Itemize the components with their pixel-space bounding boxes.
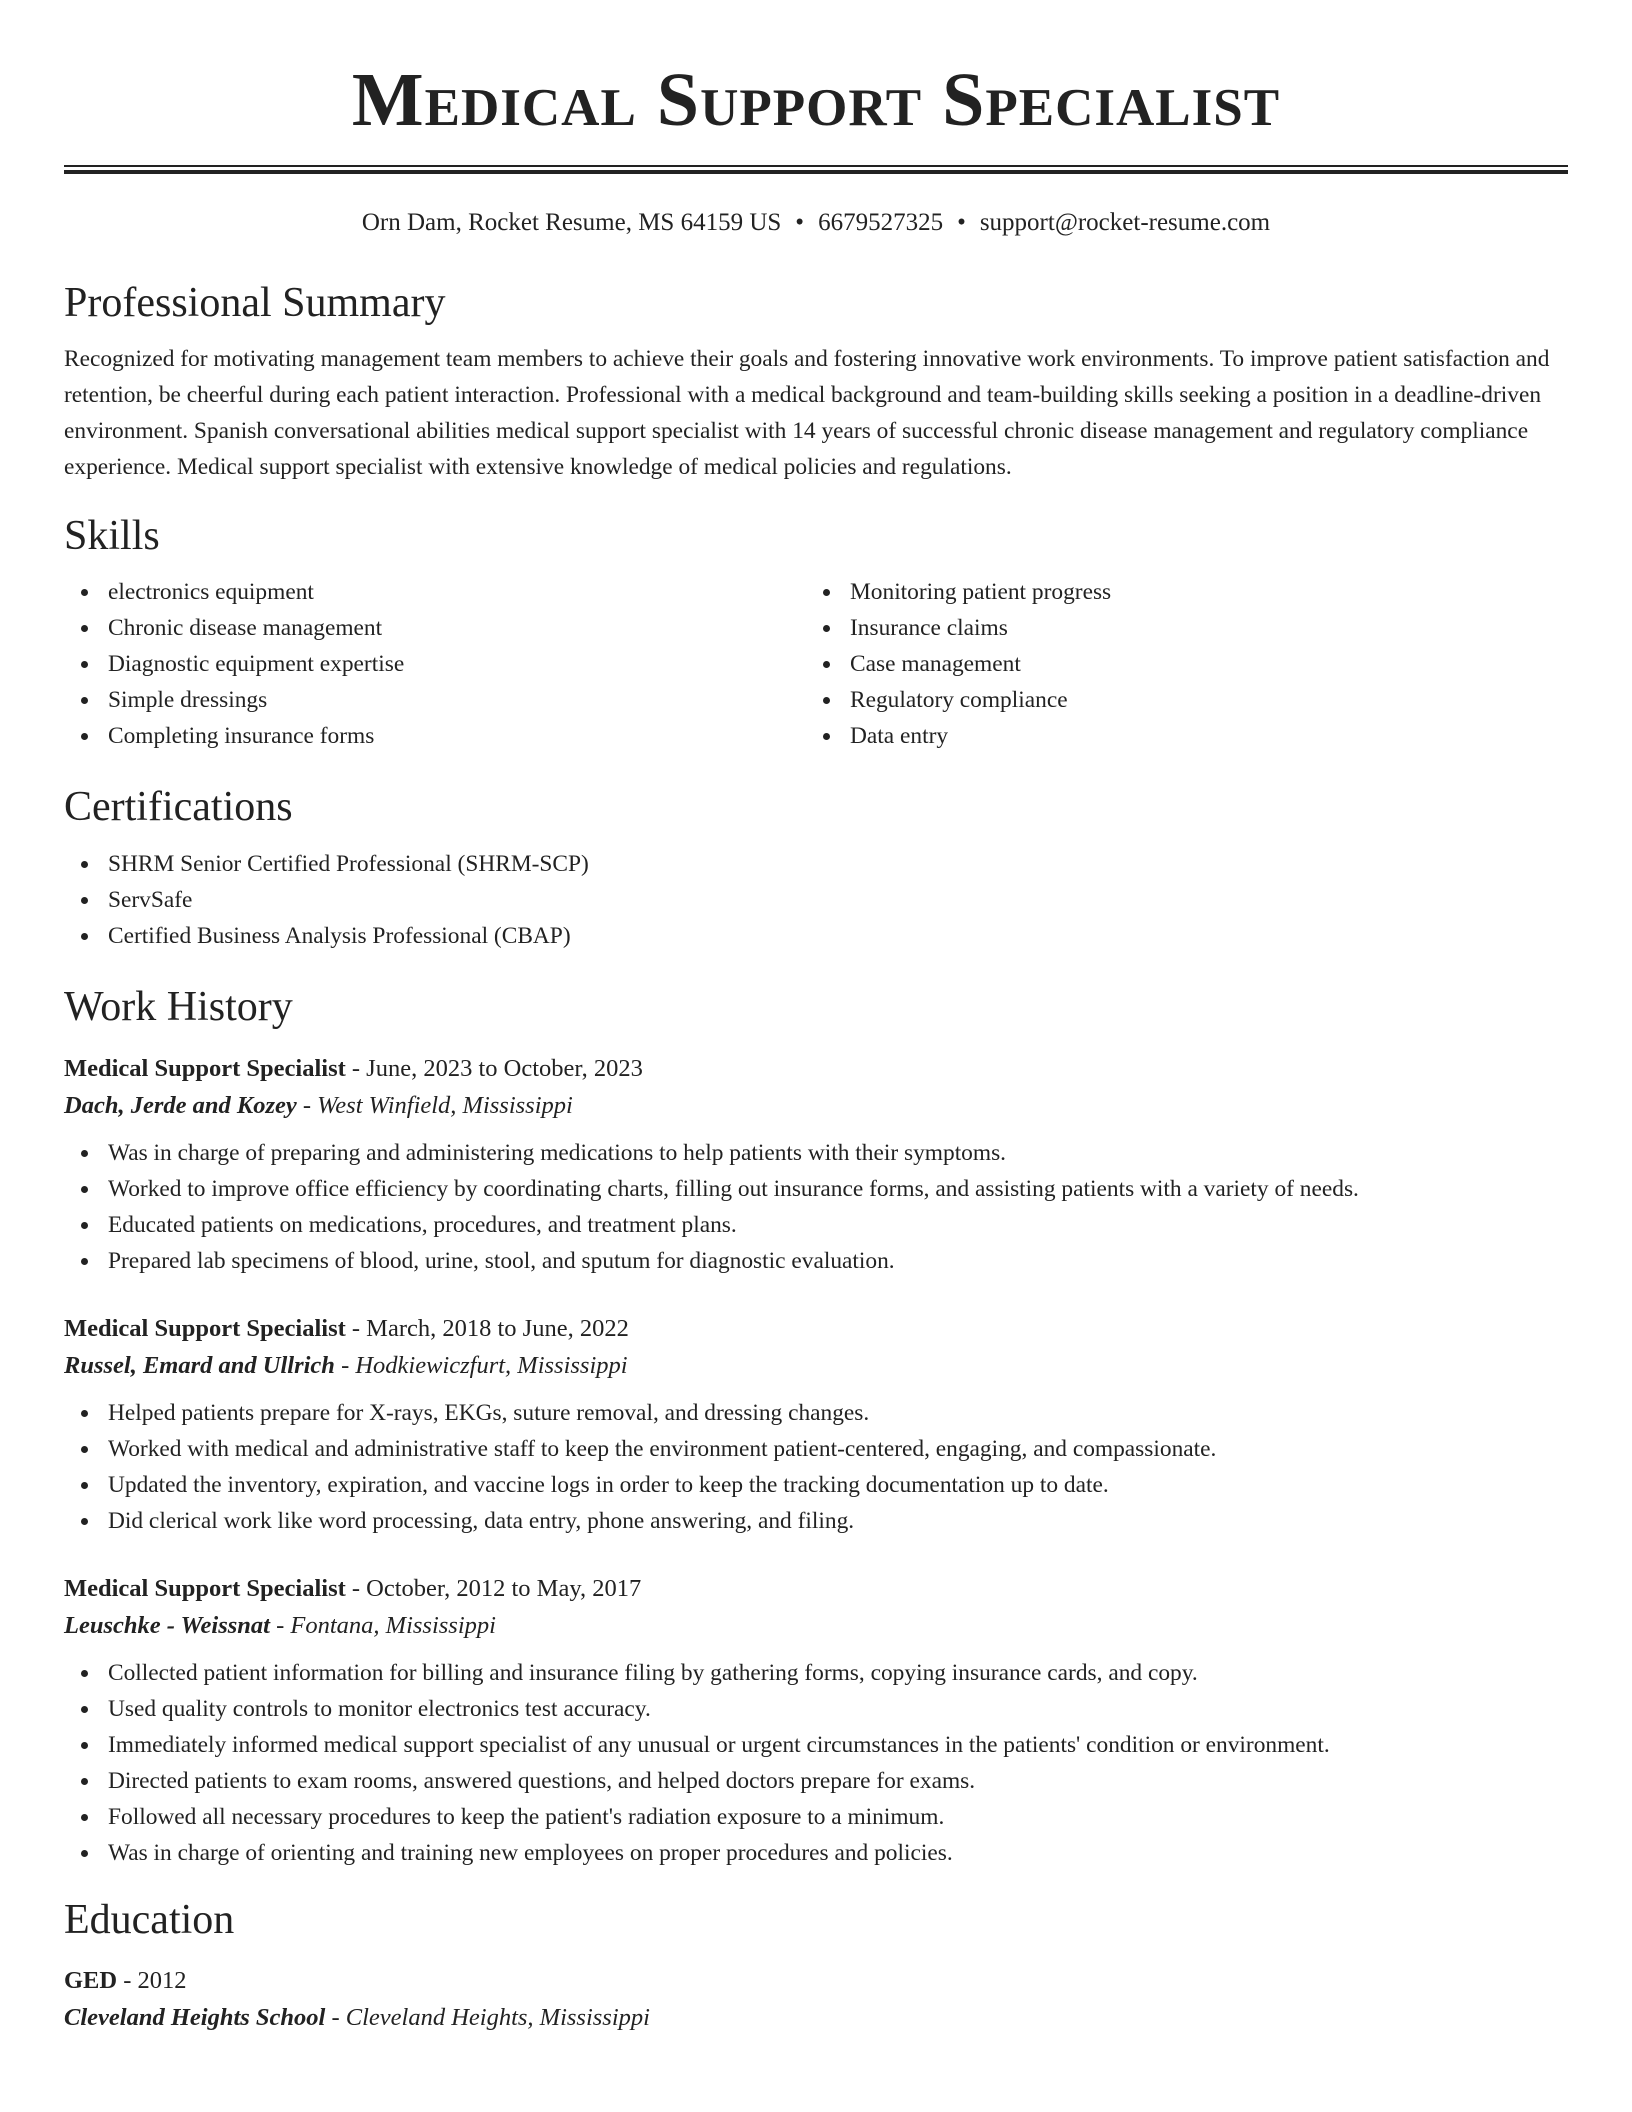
list-item: Helped patients prepare for X-rays, EKGs, suture removal, and dressing changes.	[64, 1395, 1568, 1431]
job-entry	[64, 1311, 1568, 1539]
contact-separator: •	[957, 209, 966, 236]
skills-section	[64, 511, 1568, 754]
job-duties	[64, 1655, 1568, 1871]
list-item: Regulatory compliance	[806, 682, 1548, 718]
job-entry	[64, 1571, 1568, 1871]
list-item: Collected patient information for billing and insurance filing by gathering forms, copying insurance cards, and copy.	[64, 1655, 1568, 1691]
education-entry	[64, 1963, 1568, 2037]
list-item: Worked with medical and administrative staff to keep the environment patient-centered, engaging, and compassionate.	[64, 1431, 1568, 1467]
job-header	[64, 1311, 1568, 1347]
skills-heading: Skills	[64, 513, 160, 559]
job-duties	[64, 1135, 1568, 1279]
list-item: Diagnostic equipment expertise	[64, 646, 806, 682]
list-item: Monitoring patient progress	[806, 574, 1548, 610]
list-item: Completing insurance forms	[64, 718, 806, 754]
work-history-heading: Work History	[64, 984, 293, 1030]
list-item: Was in charge of orienting and training new employees on proper procedures and policies.	[64, 1835, 1568, 1871]
list-item: electronics equipment	[64, 574, 806, 610]
list-item: Immediately informed medical support specialist of any unusual or urgent circumstances in the patients' condition or environment.	[64, 1727, 1568, 1763]
job-dates: - March, 2018 to June, 2022	[345, 1315, 629, 1342]
skills-columns	[64, 574, 1568, 754]
list-item: Updated the inventory, expiration, and vaccine logs in order to keep the tracking documentation up to date.	[64, 1467, 1568, 1503]
contact-phone: 6679527325	[818, 209, 944, 236]
job-dates: - June, 2023 to October, 2023	[345, 1055, 643, 1082]
job-dates: - October, 2012 to May, 2017	[345, 1575, 642, 1602]
job-company: Russel, Emard and Ullrich	[64, 1352, 335, 1379]
job-header	[64, 1571, 1568, 1607]
list-item: Simple dressings	[64, 682, 806, 718]
certifications-list	[64, 846, 1568, 954]
education-section	[64, 1895, 1568, 2037]
title-divider	[64, 165, 1568, 174]
contact-line	[64, 208, 1568, 238]
list-item: Used quality controls to monitor electronics test accuracy.	[64, 1691, 1568, 1727]
summary-section	[64, 278, 1568, 485]
job-duties	[64, 1395, 1568, 1539]
list-item: Was in charge of preparing and administering medications to help patients with their symptoms.	[64, 1135, 1568, 1171]
job-company: Leuschke - Weissnat	[64, 1612, 270, 1639]
list-item: Certified Business Analysis Professional (CBAP)	[64, 918, 1568, 954]
list-item: Case management	[806, 646, 1548, 682]
skills-list-left	[64, 574, 806, 754]
education-heading: Education	[64, 1897, 235, 1943]
education-header	[64, 1963, 1568, 1999]
list-item: Data entry	[806, 718, 1548, 754]
education-school: Cleveland Heights School	[64, 2004, 326, 2031]
job-company: Dach, Jerde and Kozey	[64, 1092, 297, 1119]
resume-page	[64, 0, 1568, 2037]
contact-address: Orn Dam, Rocket Resume, MS 64159 US	[361, 209, 782, 236]
job-title: Medical Support Specialist	[64, 1055, 346, 1082]
list-item: Educated patients on medications, procedures, and treatment plans.	[64, 1207, 1568, 1243]
job-title: Medical Support Specialist	[64, 1575, 346, 1602]
list-item: Directed patients to exam rooms, answered questions, and helped doctors prepare for exams.	[64, 1763, 1568, 1799]
list-item: Worked to improve office efficiency by coordinating charts, filling out insurance forms, and assisting patients with a variety of needs.	[64, 1171, 1568, 1207]
list-item: Chronic disease management	[64, 610, 806, 646]
job-header	[64, 1051, 1568, 1087]
education-degree: GED	[64, 1967, 118, 1994]
job-employer	[64, 1087, 1568, 1125]
skills-list-right	[806, 574, 1548, 754]
job-employer	[64, 1347, 1568, 1385]
list-item: ServSafe	[64, 882, 1568, 918]
job-location: - Fontana, Mississippi	[270, 1612, 496, 1639]
education-year: - 2012	[117, 1967, 187, 1994]
job-location: - West Winfield, Mississippi	[296, 1092, 573, 1119]
job-title: Medical Support Specialist	[64, 1315, 346, 1342]
education-location: - Cleveland Heights, Mississippi	[325, 2004, 650, 2031]
list-item: SHRM Senior Certified Professional (SHRM-SCP)	[64, 846, 1568, 882]
page-title: Medical Support Specialist	[351, 58, 1281, 142]
certifications-heading: Certifications	[64, 784, 293, 830]
certifications-section	[64, 782, 1568, 954]
summary-heading: Professional Summary	[64, 280, 446, 326]
job-location: - Hodkiewiczfurt, Mississippi	[334, 1352, 628, 1379]
contact-email: support@rocket-resume.com	[979, 209, 1271, 236]
work-history-section	[64, 982, 1568, 1871]
education-school-line	[64, 1999, 1568, 2037]
list-item: Prepared lab specimens of blood, urine, stool, and sputum for diagnostic evaluation.	[64, 1243, 1568, 1279]
list-item: Did clerical work like word processing, data entry, phone answering, and filing.	[64, 1503, 1568, 1539]
list-item: Insurance claims	[806, 610, 1548, 646]
job-entry	[64, 1051, 1568, 1279]
contact-separator: •	[795, 209, 805, 236]
summary-text: Recognized for motivating management team members to achieve their goals and fostering innovative work environments. To improve patient satisfaction and retention, be cheerful during each patient interaction. Professional with a medical background and team-building skills seeking a position in a deadline-driven environment. Spanish conversational abilities medical support specialist with 14 years of successful chronic disease management and regulatory compliance experience. Medical support specialist with extensive knowledge of medical policies and regulations.	[64, 346, 1550, 480]
job-employer	[64, 1607, 1568, 1645]
list-item: Followed all necessary procedures to keep the patient's radiation exposure to a minimum.	[64, 1799, 1568, 1835]
